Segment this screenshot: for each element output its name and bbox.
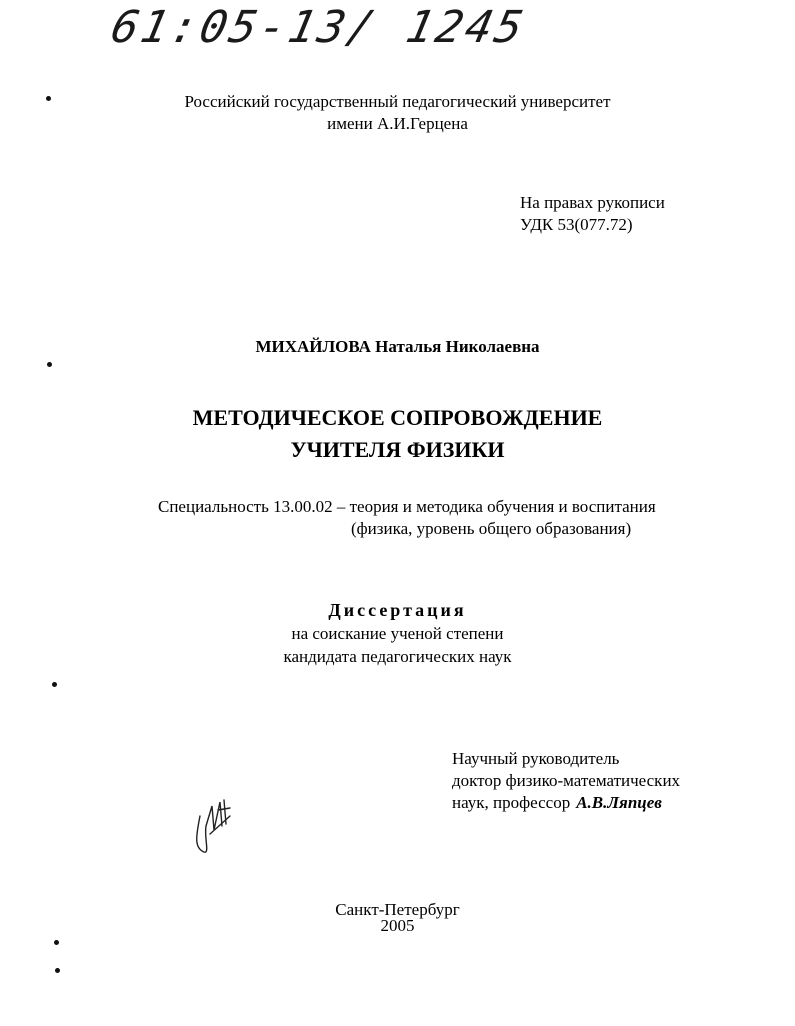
scan-speck [52, 682, 57, 687]
advisor-title [452, 792, 662, 814]
scan-speck [54, 940, 59, 945]
university-name-line2: имени А.И.Герцена [327, 114, 468, 133]
thesis-title-line2: УЧИТЕЛЯ ФИЗИКИ [290, 437, 505, 462]
scan-speck [47, 362, 52, 367]
scan-speck [55, 968, 60, 973]
advisor-degree: доктор физико-математических [452, 771, 681, 790]
dissertation-heading: Диссертация [328, 600, 467, 620]
year: 2005 [380, 916, 415, 935]
specialty-line1: Специальность 13.00.02 – теория и методика обучения и воспитания [158, 497, 656, 516]
specialty-line2: (физика, уровень общего образования) [351, 519, 632, 538]
degree-line2: кандидата педагогических наук [283, 647, 512, 666]
scan-speck [46, 96, 51, 101]
udk-code: УДК 53(077.72) [520, 215, 633, 234]
advisor-label: Научный руководитель [452, 749, 620, 768]
degree-line1: на соискание ученой степени [291, 624, 504, 643]
advisor-rank: наук, профессор [452, 793, 571, 812]
city: Санкт-Петербург [335, 900, 460, 919]
advisor-name: А.В.Ляпцев [576, 793, 662, 812]
archive-number: 61:05-13/ 1245 [106, 2, 531, 53]
signature-mark [190, 786, 238, 858]
university-name: Российский государственный педагогический университет [184, 92, 611, 111]
manuscript-rights: На правах рукописи [520, 193, 665, 212]
thesis-title-line1: МЕТОДИЧЕСКОЕ СОПРОВОЖДЕНИЕ [192, 405, 603, 430]
author-name: МИХАЙЛОВА Наталья Николаевна [255, 337, 540, 356]
